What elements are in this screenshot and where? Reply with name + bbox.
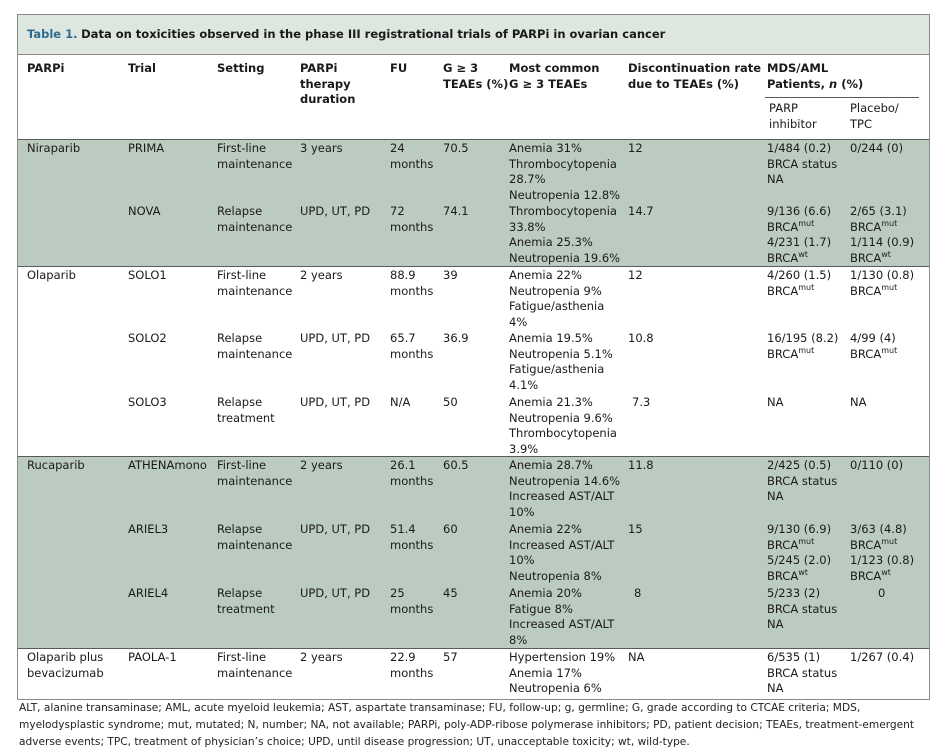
header-common-teaes: Most common G ≥ 3 TEAEs [509,61,600,91]
cell-fu: 24 months [390,141,434,171]
header-duration: PARPi therapy duration [300,61,356,106]
group-olaparib: Olaparib [27,268,76,282]
cell-common-teaes: Anemia 28.7% Neutropenia 14.6% Increased AST/ALT 10% [509,458,621,519]
cell-trial: SOLO2 [128,331,167,345]
cell-parp-mds: NA [767,395,784,409]
table-label: Table 1. [27,27,78,41]
cell-common-teaes: Anemia 22% Neutropenia 9% Fatigue/asthenia 4% [509,268,605,329]
cell-trial: ARIEL4 [128,586,169,600]
cell-common-teaes: Anemia 31% Thrombocytopenia 28.7% Neutropenia 12.8% [509,141,621,202]
cell-fu: N/A [390,395,411,409]
cell-duration: UPD, UT, PD [300,522,371,536]
cell-parp-mds: 9/136 (6.6) $BRCA^{mut}$ 4/231 (1.7) $BRCA^{wt}$ [767,204,832,265]
header-setting: Setting [217,61,265,75]
cell-setting: First-line maintenance [217,141,293,171]
table-title [27,27,665,41]
cell-parp-mds: 9/130 (6.9) $BRCA^{mut}$ 5/245 (2.0) $BRCA^{wt}$ [767,522,832,583]
cell-common-teaes: Thrombocytopenia 33.8% Anemia 25.3% Neutropenia 19.6% [509,204,621,265]
group-rucaparib: Rucaparib [27,458,85,472]
cell-parp-mds: 1/484 (0.2) BRCA status NA [767,141,838,186]
cell-trial: SOLO1 [128,268,167,282]
cell-duration: UPD, UT, PD [300,586,371,600]
cell-fu: 22.9 months [390,650,434,680]
cell-discontinuation: 8 [634,586,642,600]
cell-common-teaes: Anemia 22% Increased AST/ALT 10% Neutropenia 8% [509,522,615,583]
header-parpi: PARPi [27,61,65,75]
cell-teaes: 60 [443,522,458,536]
header-fu: FU [390,61,408,75]
cell-setting: First-line maintenance [217,458,293,488]
cell-fu: 25 months [390,586,434,616]
cell-parp-mds: 16/195 (8.2) $BRCA^{mut}$ [767,331,839,361]
cell-duration: 2 years [300,268,343,282]
cell-discontinuation: 15 [628,522,643,536]
cell-duration: UPD, UT, PD [300,204,371,218]
cell-parp-mds: 5/233 (2) BRCA status NA [767,586,838,631]
cell-placebo-mds: 1/130 (0.8) $BRCA^{mut}$ [850,268,915,298]
cell-teaes: 74.1 [443,204,469,218]
cell-common-teaes: Hypertension 19% Anemia 17% Neutropenia 6% [509,650,616,695]
cell-teaes: 70.5 [443,141,469,155]
cell-placebo-mds: 0/244 (0) [850,141,904,155]
mds-subheader-rule [765,97,919,98]
header-mds-aml: MDS/AML Patients, n (%) [767,61,864,91]
cell-trial: PRIMA [128,141,165,155]
cell-duration: 2 years [300,458,343,472]
header-parp-inhibitor: PARP inhibitor [769,101,817,131]
cell-placebo-mds: NA [850,395,867,409]
cell-duration: UPD, UT, PD [300,331,371,345]
header-trial: Trial [128,61,156,75]
cell-fu: 26.1 months [390,458,434,488]
cell-parp-mds: 4/260 (1.5) $BRCA^{mut}$ [767,268,832,298]
cell-discontinuation: 12 [628,141,643,155]
cell-setting: First-line maintenance [217,268,293,298]
cell-setting: First-line maintenance [217,650,293,680]
cell-teaes: 50 [443,395,458,409]
row-rule [18,648,929,649]
cell-placebo-mds: 4/99 (4) $BRCA^{mut}$ [850,331,898,361]
cell-discontinuation: NA [628,650,645,664]
table-frame [17,14,930,700]
cell-placebo-mds: 1/267 (0.4) [850,650,915,664]
cell-fu: 88.9 months [390,268,434,298]
cell-setting: Relapse maintenance [217,331,293,361]
cell-parp-mds: 6/535 (1) BRCA status NA [767,650,838,695]
cell-discontinuation: 14.7 [628,204,654,218]
cell-setting: Relapse maintenance [217,522,293,552]
table-footnote: ALT, alanine transaminase; AML, acute myeloid leukemia; AST, aspartate transaminase; FU, follow-up; g, germline; G, grade according to CTCAE criteria; MDS, myelodysplastic syndrome; mut, mutated; N, number; NA, not available; PARPi, poly-ADP-ribose polymerase inhibitors; PD, patient decision; TEAEs, treatment-emergent adverse events; TPC, treatment of physician’s choice; UPD, until disease progression; UT, unacceptable toxicity; wt, wild-type. [19,702,914,748]
cell-setting: Relapse treatment [217,586,275,616]
cell-duration: 3 years [300,141,343,155]
header-discontinuation: Discontinuation rate due to TEAEs (%) [628,61,762,91]
cell-discontinuation: 12 [628,268,643,282]
cell-setting: Relapse treatment [217,395,275,425]
cell-setting: Relapse maintenance [217,204,293,234]
cell-duration: 2 years [300,650,343,664]
cell-placebo-mds: 2/65 (3.1) $BRCA^{mut}$ 1/114 (0.9) $BRCA^{wt}$ [850,204,915,265]
table-caption: Data on toxicities observed in the phase III registrational trials of PARPi in ovarian cancer [81,27,666,41]
cell-teaes: 60.5 [443,458,469,472]
row-rule [18,456,929,457]
cell-parp-mds: 2/425 (0.5) BRCA status NA [767,458,838,503]
cell-placebo-mds: 0/110 (0) [850,458,904,472]
header-teaes: G ≥ 3 TEAEs (%) [443,61,509,91]
cell-placebo-mds: 0 [878,586,886,600]
cell-discontinuation: 7.3 [632,395,651,409]
header-rule [18,139,929,140]
cell-trial: ARIEL3 [128,522,169,536]
cell-common-teaes: Anemia 19.5% Neutropenia 5.1% Fatigue/asthenia 4.1% [509,331,613,392]
cell-placebo-mds: 3/63 (4.8) $BRCA^{mut}$ 1/123 (0.8) $BRCA^{wt}$ [850,522,915,583]
header-placebo-tpc: Placebo/ TPC [850,101,899,131]
cell-discontinuation: 11.8 [628,458,654,472]
cell-fu: 72 months [390,204,434,234]
cell-teaes: 39 [443,268,458,282]
cell-trial: NOVA [128,204,161,218]
group-olaparib-bevacizumab: Olaparib plus bevacizumab [27,650,104,680]
cell-trial: SOLO3 [128,395,167,409]
cell-discontinuation: 10.8 [628,331,654,345]
table-title-bar [18,15,929,55]
cell-common-teaes: Anemia 21.3% Neutropenia 9.6% Thrombocytopenia 3.9% [509,395,617,456]
cell-teaes: 36.9 [443,331,469,345]
cell-teaes: 57 [443,650,458,664]
cell-teaes: 45 [443,586,458,600]
group-niraparib: Niraparib [27,141,81,155]
cell-trial: PAOLA-1 [128,650,177,664]
cell-duration: UPD, UT, PD [300,395,371,409]
cell-common-teaes: Anemia 20% Fatigue 8% Increased AST/ALT 8% [509,586,615,647]
row-rule [18,266,929,267]
cell-fu: 51.4 months [390,522,434,552]
cell-trial: ATHENAmono [128,458,207,472]
cell-fu: 65.7 months [390,331,434,361]
